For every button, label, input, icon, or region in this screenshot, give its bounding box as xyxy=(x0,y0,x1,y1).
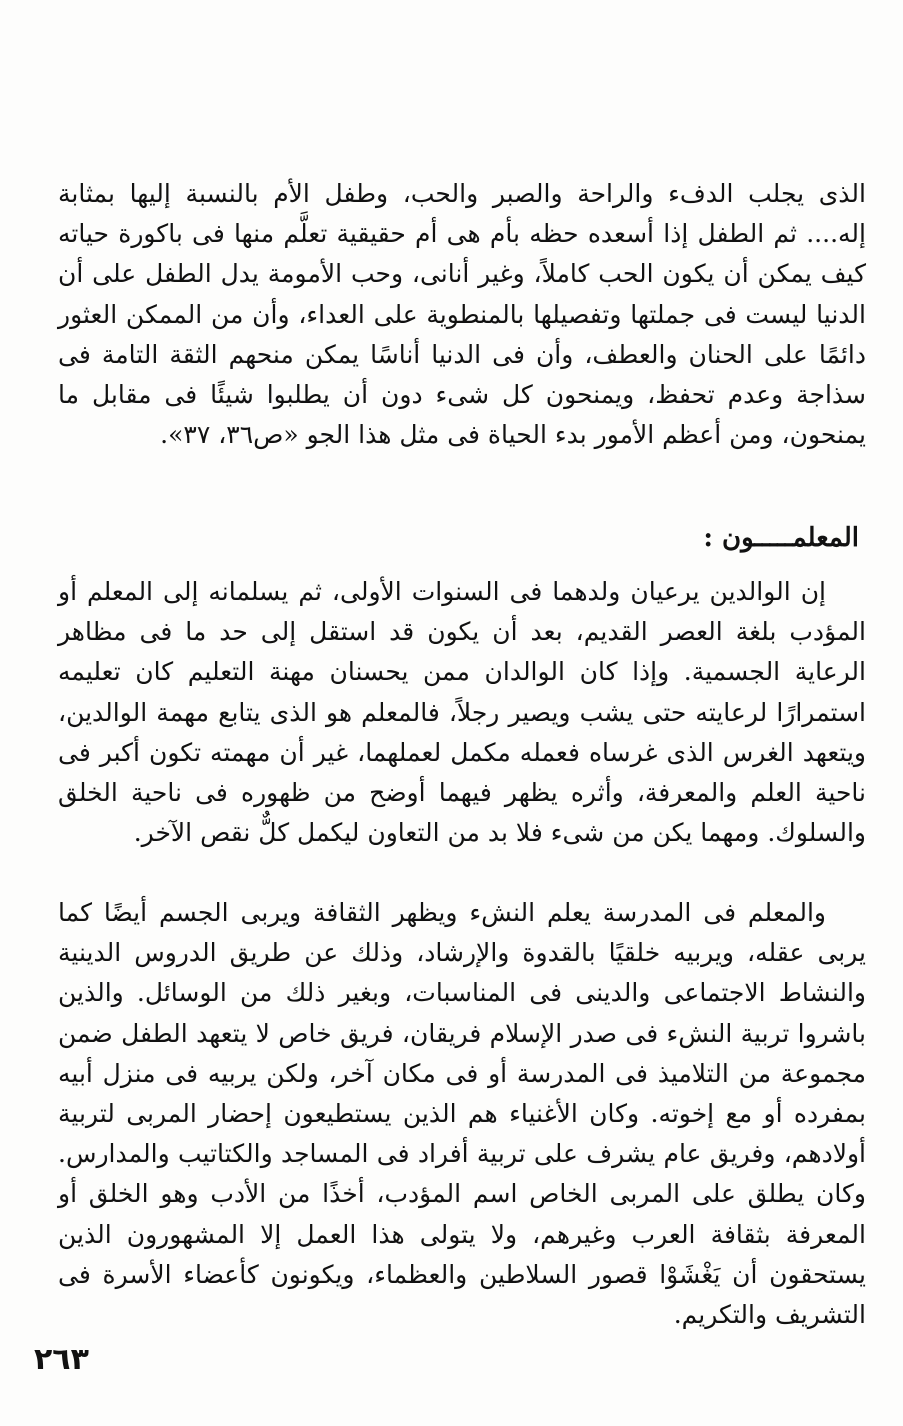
paragraph-2 xyxy=(58,572,866,853)
section-heading-teachers: المعلمـــــون : xyxy=(703,523,859,553)
paragraph-1-text: الذى يجلب الدفء والراحة والصبر والحب، وطفل الأم بالنسبة إليها بمثابة إله.... ثم الطفل إذا أسعده حظه بأم هى أم حقيقية تعلَّم منها فى باكورة حياته كيف يمكن أن يكون الحب كاملاً، وغير أنانى، وحب الأمومة يدل الطفل على أن الدنيا ليست فى جملتها وتفصيلها بالمنطوية على العداء، وأن من الممكن العثور دائمًا على الحنان والعطف، وأن فى الدنيا أناسًا يمكن منحهم الثقة التامة فى سذاجة وعدم تحفظ، ويمنحون كل شىء دون أن يطلبوا شيئًا فى مقابل ما يمنحون، ومن أعظم الأمور بدء الحياة فى مثل هذا الجو «ص٣٦، ٣٧». xyxy=(58,179,866,450)
page-number: ٢٦٣ xyxy=(34,1342,89,1377)
paragraph-1 xyxy=(58,174,866,455)
paragraph-3-text: والمعلم فى المدرسة يعلم النشء ويظهر الثقافة ويربى الجسم أيضًا كما يربى عقله، ويربيه خلقيًا بالقدوة والإرشاد، وذلك عن طريق الدروس الدينية والنشاط الاجتماعى والدينى فى المناسبات، وبغير ذلك من الوسائل. والذين باشروا تربية النشء فى صدر الإسلام فريقان، فريق خاص لا يتعهد الطفل ضمن مجموعة من التلاميذ فى المدرسة أو فى مكان آخر، ولكن يربيه فى منزل أبيه بمفرده أو مع إخوته. وكان الأغنياء هم الذين يستطيعون إحضار المربى لتربية أولادهم، وفريق عام يشرف على تربية أفراد فى المساجد والكتاتيب والمدارس. وكان يطلق على المربى الخاص اسم المؤدب، أخذًا من الأدب وهو الخلق أو المعرفة بثقافة العرب وغيرهم، ولا يتولى هذا العمل إلا المشهورون الذين يستحقون أن يَغْشَوْا قصور السلاطين والعظماء، ويكونون كأعضاء الأسرة فى التشريف والتكريم. xyxy=(58,898,866,1330)
paragraph-3 xyxy=(58,893,866,1335)
paragraph-2-text: إن الوالدين يرعيان ولدهما فى السنوات الأولى، ثم يسلمانه إلى المعلم أو المؤدب بلغة العصر القديم، بعد أن يكون قد استقل إلى حد ما فى مظاهر الرعاية الجسمية. وإذا كان الوالدان ممن يحسنان مهنة التعليم كان تعليمه استمرارًا لرعايته حتى يشب ويصير رجلاً، فالمعلم هو الذى يتابع مهمة الوالدين، ويتعهد الغرس الذى غرساه فعمله مكمل لعملهما، غير أن مهمته تكون أكبر فى ناحية العلم والمعرفة، وأثره يظهر فيهما أوضح من ظهوره فى ناحية الخلق والسلوك. ومهما يكن من شىء فلا بد من التعاون ليكمل كلٌّ نقص الآخر. xyxy=(58,577,866,848)
